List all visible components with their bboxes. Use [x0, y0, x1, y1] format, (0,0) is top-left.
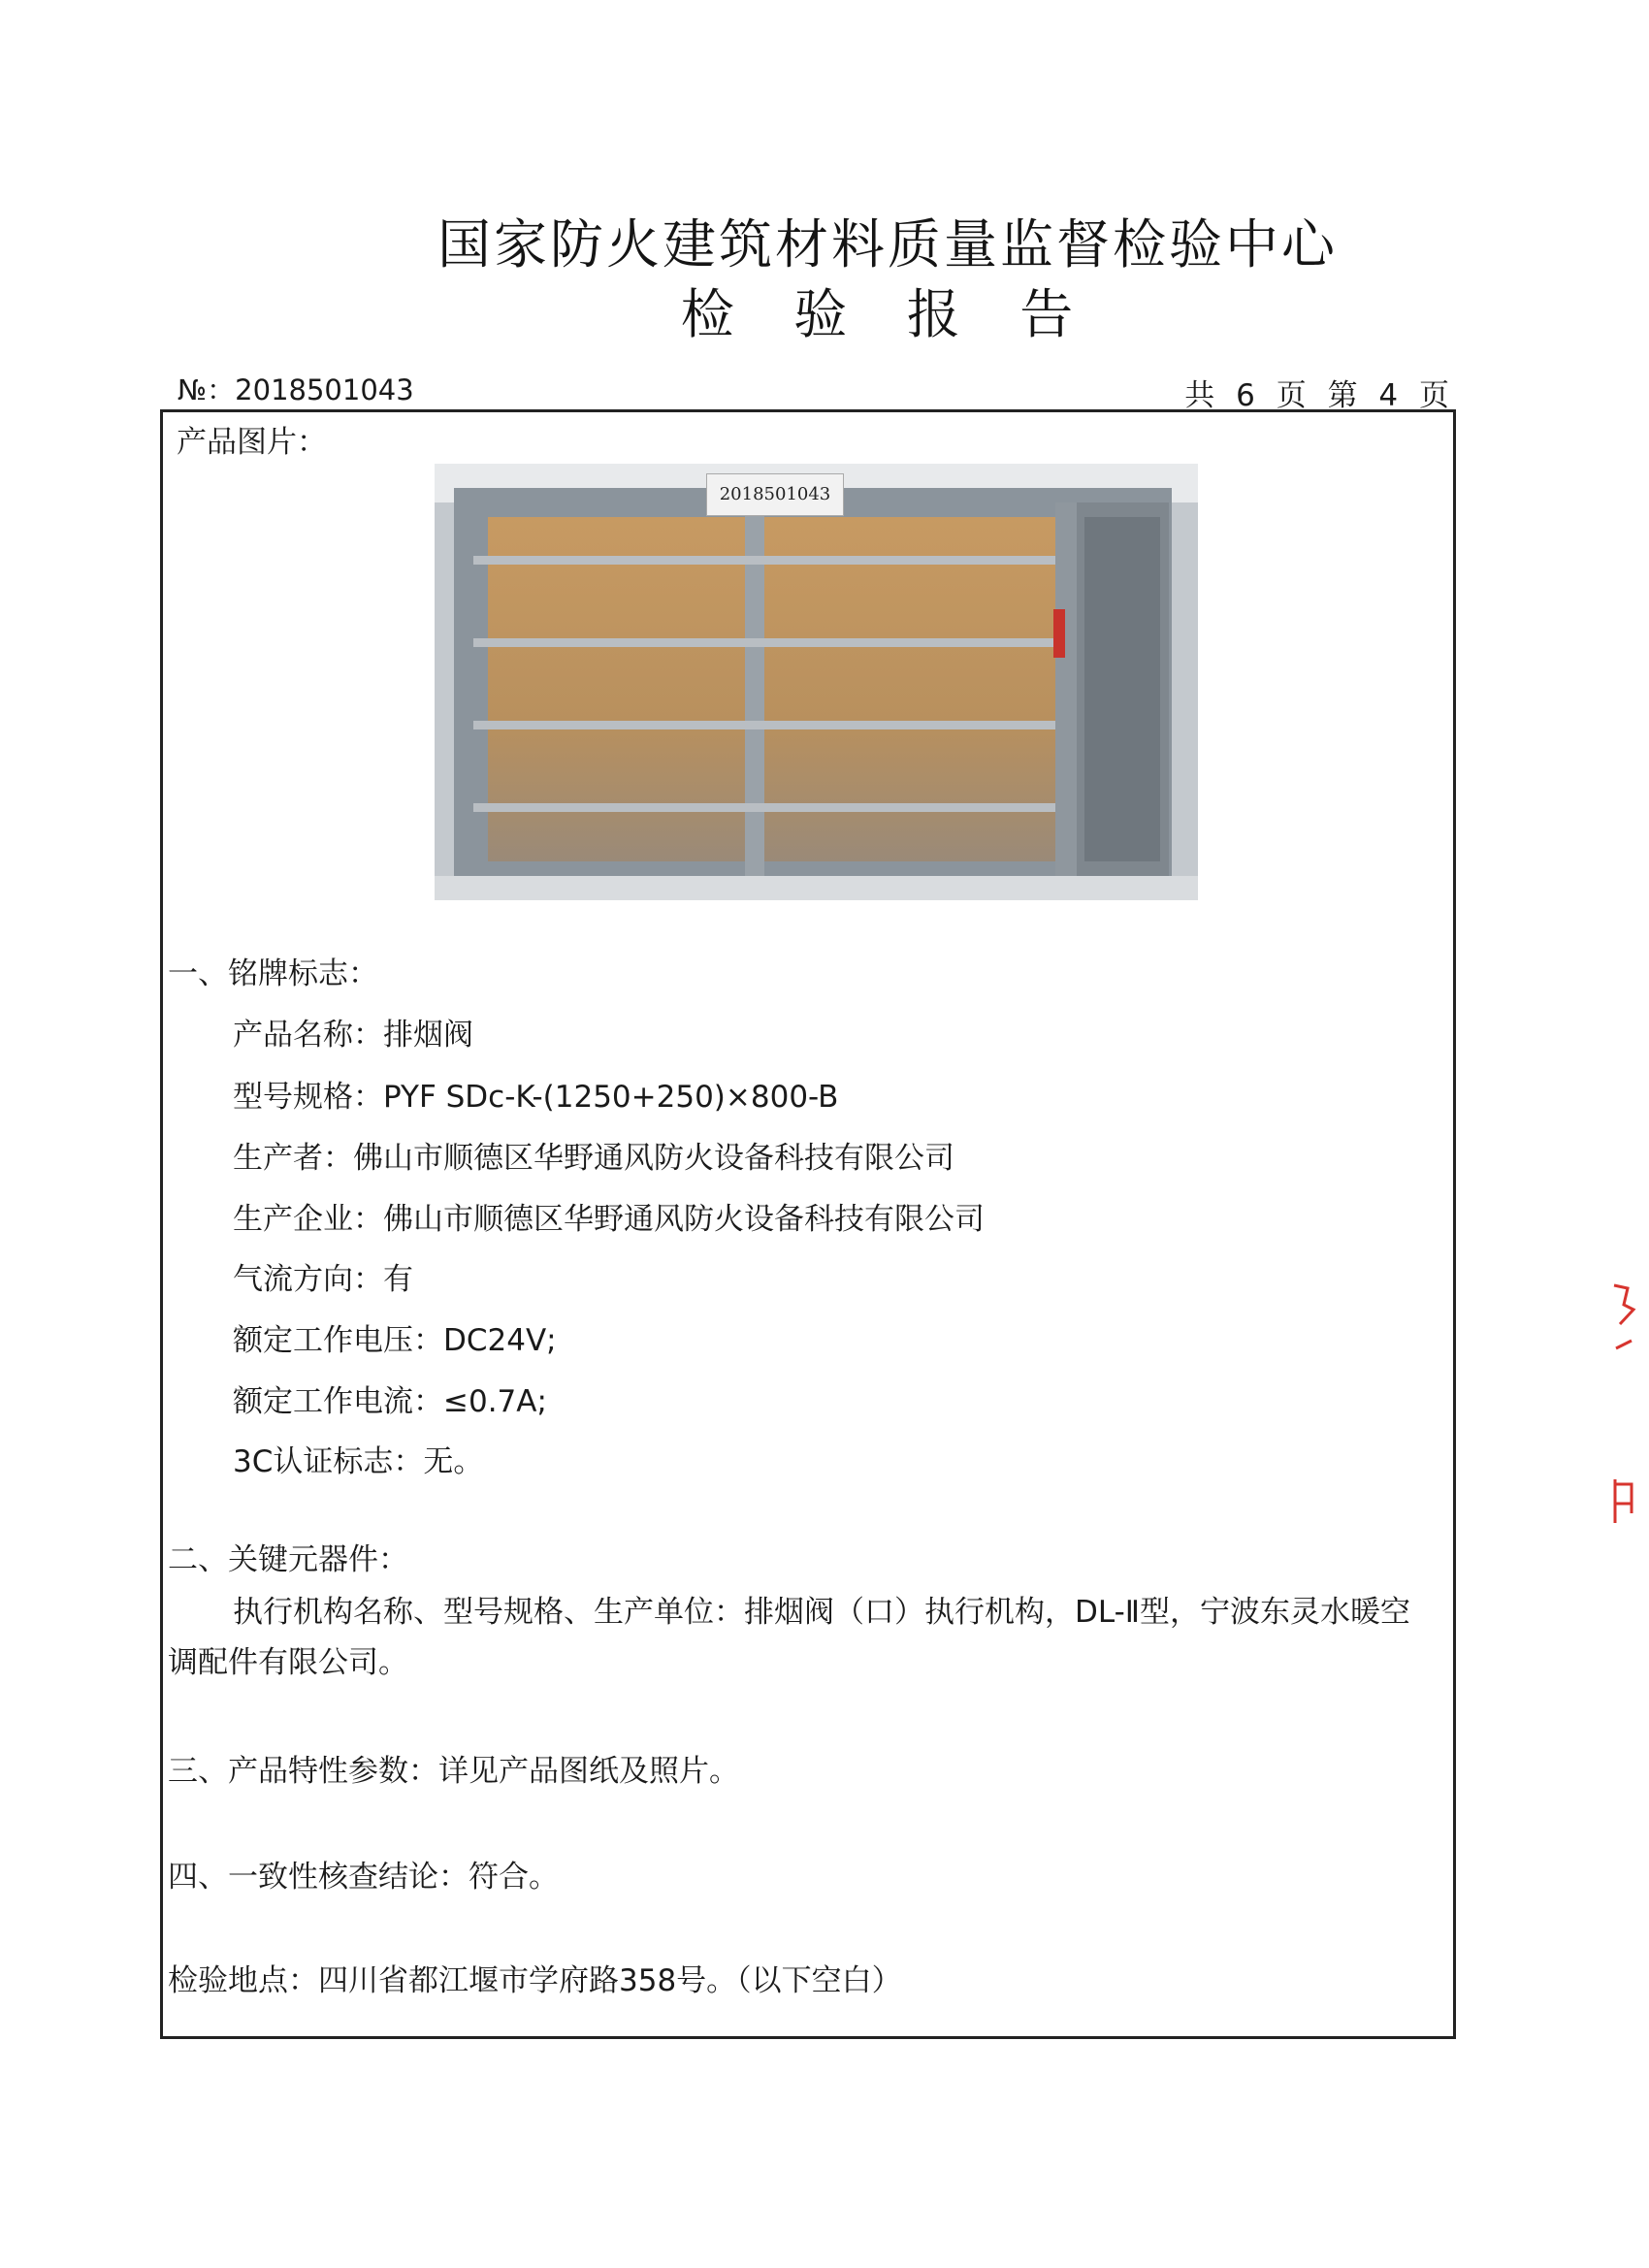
smoke-damper-image — [435, 464, 1198, 900]
nameplate-line: 气流方向：有 — [233, 1262, 413, 1297]
inspection-location: 检验地点：四川省都江堰市学府路358号。（以下空白） — [168, 1963, 902, 1998]
nameplate-line: 产品名称：排烟阀 — [233, 1018, 473, 1053]
nameplate-heading: 一、铭牌标志： — [168, 956, 378, 991]
key-components-heading: 二、关键元器件： — [168, 1542, 408, 1577]
nameplate-line: 型号规格：PYF SDc-K-(1250+250)×800-B — [233, 1080, 839, 1115]
seal-fragment-icon — [1610, 1280, 1639, 1358]
photo-label: 产品图片： — [177, 425, 327, 460]
nameplate-line: 3C认证标志：无。 — [233, 1444, 484, 1479]
seal-fragment — [1610, 1474, 1628, 1539]
report-number: №：2018501043 — [178, 373, 414, 406]
page-info: 共 6 页 第 4 页 — [1184, 378, 1455, 413]
nameplate-line: 生产者：佛山市顺德区华野通风防火设备科技有限公司 — [233, 1141, 954, 1176]
doc-title: 检 验 报 告 — [680, 283, 1095, 345]
org-title: 国家防火建筑材料质量监督检验中心 — [436, 213, 1338, 275]
seal-fragment — [1610, 1280, 1628, 1365]
nameplate-line: 额定工作电流：≤0.7A; — [233, 1384, 547, 1419]
nameplate-line: 生产企业：佛山市顺德区华野通风防火设备科技有限公司 — [233, 1202, 985, 1237]
photo-sample-tag: 2018501043 — [706, 473, 844, 516]
product-photo — [435, 464, 1198, 900]
seal-fragment-icon — [1610, 1474, 1639, 1533]
section-4: 四、一致性核查结论：符合。 — [168, 1860, 559, 1895]
nameplate-line: 额定工作电压：DC24V; — [233, 1323, 557, 1358]
section-3: 三、产品特性参数：详见产品图纸及照片。 — [168, 1754, 739, 1789]
key-components-text: 执行机构名称、型号规格、生产单位：排烟阀（口）执行机构，DL-Ⅱ型，宁波东灵水暖空调配件有限公司。 — [168, 1595, 1411, 1680]
